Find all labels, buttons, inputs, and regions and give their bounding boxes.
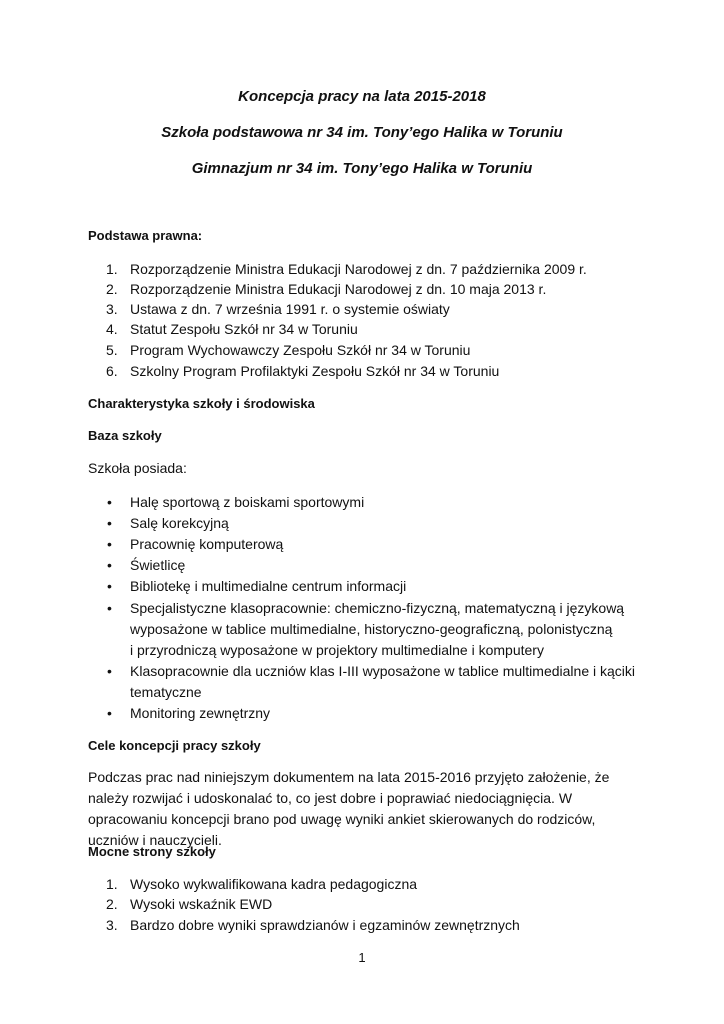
bullet-icon: • [107, 578, 112, 594]
base-heading: Baza szkoły [88, 428, 162, 443]
bullet-icon: • [107, 494, 112, 510]
bullet-icon: • [107, 663, 112, 679]
bullet-icon: • [107, 515, 112, 531]
list-item-continuation: tematyczne [130, 684, 202, 700]
bullet-icon: • [107, 536, 112, 552]
document-title: Koncepcja pracy na lata 2015-2018 [238, 88, 486, 105]
legal-basis-heading: Podstawa prawna: [88, 228, 203, 243]
list-item-continuation: i przyrodniczą wyposażone w projektory multimedialne i komputery [130, 642, 544, 658]
base-intro: Szkoła posiada: [88, 460, 187, 476]
characteristics-heading: Charakterystyka szkoły i środowiska [88, 396, 315, 411]
list-item-continuation: wyposażone w tablice multimedialne, historyczno-geograficzną, polonistyczną [130, 621, 613, 637]
bullet-icon: • [107, 705, 112, 721]
strengths-heading: Mocne strony szkoły [88, 844, 216, 859]
page-number: 1 [358, 950, 366, 965]
document-page: Koncepcja pracy na lata 2015-2018 Szkoła podstawowa nr 34 im. Tony’ego Halika w Toruniu Gimnazjum nr 34 im. Tony’ego Halika w Toruniu Podstawa prawna: 1. Rozporządzenie Ministra Edukacji Narodowej z dn. 7 października 2009 r. 2. Rozporządzenie Ministra Edukacji Narodowej z dn. 10 maja 2013 r. 3. Ustawa z dn. 7 września 1991 r. o systemie oświaty 4. Statut Zespołu Szkół nr 34 w Toruniu 5. Program Wychowawczy Zespołu Szkół nr 34 w Toruniu 6. Szkolny Program Profilaktyki Zespołu Szkół nr 34 w Toruniu Charakterystyka szkoły i środowiska Baza szkoły Szkoła posiada: • Halę sportową z boiskami sportowymi • Salę korekcyjną • Pracownię komputerową • Świetlicę • Bibliotekę i multimedialne centrum informacji • Specjalistyczne klasopracownie: chemiczno-fizyczną, matematyczną i językową wyposażone w tablice multimedialne, historyczno-geograficzną, polonistyczną i przyrodniczą wyposażone w projektory multimedialne i komputery • Klasopracownie dla uczniów klas I-III wyposażone w tablice multimedialne i kąciki tematyczne • Monitoring zewnętrzny Cele koncepcji pracy szkoły Podczas prac nad niniejszym dokumentem na lata 2015-2016 przyjęto założenie, że należy rozwijać i udoskonalać to, co jest dobre i poprawiać niedociągnięcia. W opracowaniu koncepcji brano pod uwagę wyniki ankiet skierowanych do rodziców, uczniów i nauczycieli. Mocne strony szkoły 1. Wysoko wykwalifikowana kadra pedagogiczna 2. Wysoki wskaźnik EWD 3. Bardzo dobre wyniki sprawdzianów i egzaminów zewnętrznych 1 [0, 0, 724, 1024]
goals-paragraph: Podczas prac nad niniejszym dokumentem na lata 2015-2016 przyjęto założenie, że należy rozwijać i udoskonalać to, co jest dobre i poprawiać niedociągnięcia. W opracowaniu koncepcji brano pod uwagę wyniki ankiet skierowanych do rodziców, uczniów i nauczycieli. [88, 769, 610, 848]
goals-heading: Cele koncepcji pracy szkoły [88, 738, 261, 753]
bullet-icon: • [107, 600, 112, 616]
school-name-primary: Szkoła podstawowa nr 34 im. Tony’ego Halika w Toruniu [161, 124, 563, 141]
bullet-icon: • [107, 557, 112, 573]
school-name-gymnasium: Gimnazjum nr 34 im. Tony’ego Halika w Toruniu [191, 160, 533, 177]
